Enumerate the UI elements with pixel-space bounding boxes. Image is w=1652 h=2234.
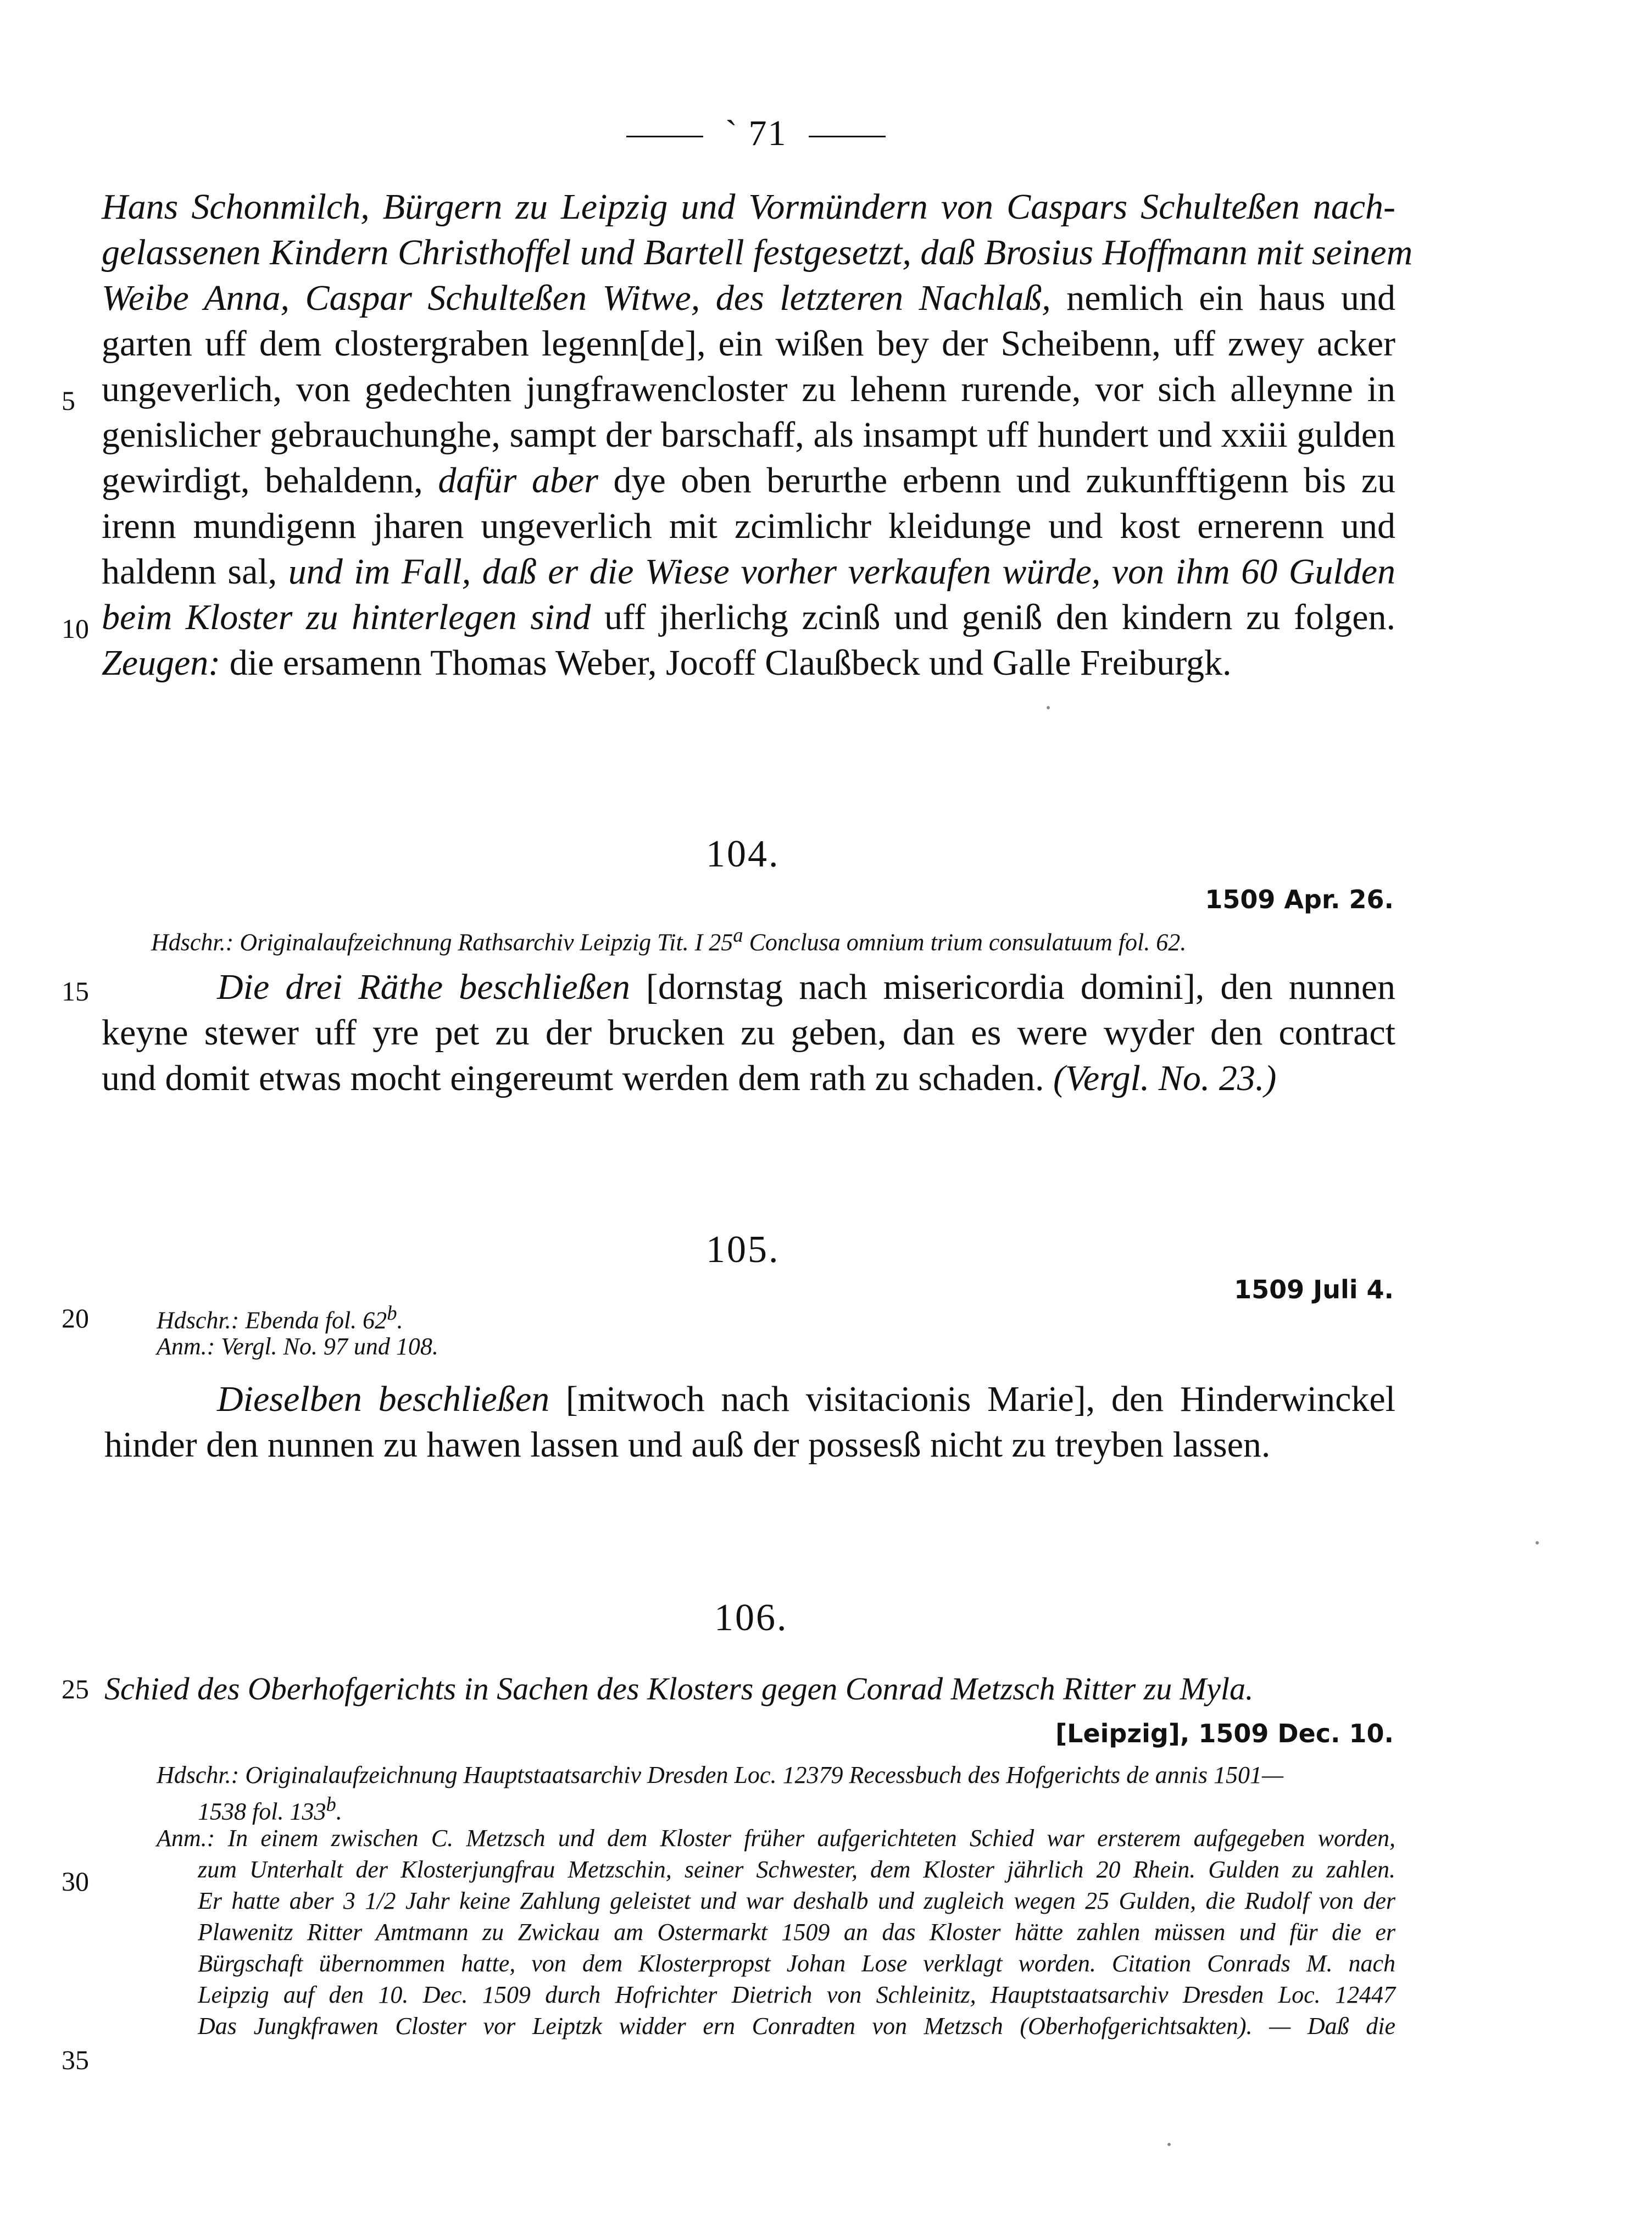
entry-105-text: Dieselben beschließen <box>217 1379 550 1419</box>
entry-105-date: 1509 Juli 4. <box>1234 1275 1394 1304</box>
intro-text: die ersamenn Thomas Weber, Jocoff Claußbeck und Galle Freiburgk. <box>220 643 1232 683</box>
scan-speck <box>1047 706 1050 709</box>
intro-line <box>102 321 1395 367</box>
entry-106-source-line-1: Hdschr.: Originalaufzeichnung Hauptstaatsarchiv Dresden Loc. 12379 Recessbuch des Hofgerichts de annis 1501— <box>157 1761 1284 1788</box>
intro-text: und im Fall, daß er die Wiese vorher verkaufen würde, von ihm 60 Gulden <box>288 552 1395 592</box>
intro-line <box>102 549 1395 595</box>
entry-104-source-sup: a <box>733 924 743 946</box>
intro-text: dye oben berurthe erbenn und zukunfftigenn bis zu <box>598 460 1395 501</box>
entry-104-date: 1509 Apr. 26. <box>1205 885 1394 914</box>
page-header <box>604 113 890 154</box>
entry-104-source-text: Hdschr.: Originalaufzeichnung Rathsarchiv Leipzig Tit. I 25 <box>151 929 733 956</box>
line-number-20: 20 <box>62 1303 89 1333</box>
line-number-5: 5 <box>62 385 75 416</box>
entry-104-text: und domit etwas mocht eingereumt werden dem rath zu schaden. <box>102 1058 1053 1098</box>
entry-106-number: 106. <box>714 1597 788 1639</box>
line-number-25: 25 <box>62 1674 89 1704</box>
intro-text: uff jherlichg zcinß und genіß den kindern zu folgen. <box>591 597 1395 637</box>
entry-106-remark-line: Leipzig auf den 10. Dec. 1509 durch Hofrichter Dietrich von Schleinitz, Hauptstaatsarchiv Dresden Loc. 12447 <box>198 1981 1395 2008</box>
line-number-15: 15 <box>62 976 89 1007</box>
entry-106-remark-line: Er hatte aber 3 1/2 Jahr keine Zahlung geleistet und war deshalb und zugleich wegen 25 Gulden, die Rudolf von der <box>198 1887 1395 1914</box>
entry-105-text: [mitwoch nach visitacionis Marie], den Hinderwinckel <box>549 1379 1396 1419</box>
entry-106-source-line-2-sup: b <box>326 1793 336 1815</box>
line-number-35: 35 <box>62 2044 89 2075</box>
entry-105-line <box>217 1376 1395 1422</box>
entry-105-source-sup: b <box>387 1302 397 1324</box>
entry-106-remark-line: Plawenitz Ritter Amtmann zu Zwickau am Ostermarkt 1509 an das Kloster hätte zahlen müssen und für die er <box>198 1919 1395 1946</box>
intro-text: gelassenen Kindern Christhoffel und Bartell festgesetzt, daß Brosius Hoffmann mit seinem <box>102 232 1413 273</box>
entry-106-remark-line: Das Jungkfrawen Closter vor Leiptzk widder ern Conradten von Metzsch (Oberhofgerichtsakten). — Daß die <box>198 2013 1395 2040</box>
entry-105-remark: Anm.: Vergl. No. 97 und 108. <box>157 1333 438 1360</box>
entry-105-line <box>104 1422 1395 1468</box>
header-rule-right <box>809 136 886 137</box>
page-number: 71 <box>748 113 787 153</box>
intro-text: Weibe Anna, Caspar Schulteßen Witwe, des letzteren Nachlaß, <box>102 278 1051 318</box>
intro-text: gewirdigt, behaldenn, <box>102 460 438 501</box>
entry-104-text: Die drei Räthe beschließen <box>217 967 630 1007</box>
intro-text: beim Kloster zu hinterlegen sind <box>102 597 591 637</box>
intro-line <box>102 184 1395 230</box>
entry-106-remark-line: Bürgschaft übernommen hatte, von dem Klosterpropst Johan Lose verklagt worden. Citation Conrads M. nach <box>198 1950 1395 1977</box>
line-number-30: 30 <box>62 1866 89 1897</box>
intro-line <box>102 366 1395 413</box>
entry-106-source-line-2-tail: . <box>336 1798 342 1825</box>
intro-text: haldenn sal, <box>102 552 288 592</box>
intro-line <box>102 230 1413 276</box>
entry-106-date: [Leipzig], 1509 Dec. 10. <box>1055 1719 1394 1748</box>
entry-105-text: hinder den nunnen zu hawen lassen und auß der possesß nicht zu treyben lassen. <box>104 1425 1271 1465</box>
intro-line <box>102 458 1395 504</box>
intro-text: ungeverlich, von gedechten jungfrawencloster zu lehenn rurende, vor sich alleynne in <box>102 369 1395 409</box>
scan-speck <box>1167 2143 1171 2146</box>
entry-106-remark-line: zum Unterhalt der Klosterjungfrau Metzschin, seiner Schwester, dem Kloster jährlich 20 Rhein. Gulden zu zahlen. <box>198 1856 1395 1883</box>
intro-text: garten uff dem clostergraben legenn[de], ein wißen bey der Scheibenn, uff zwey acker <box>102 324 1395 364</box>
header-rule-left <box>626 136 703 137</box>
intro-text: genislicher gebrauchunghe, sampt der barschaff, als insampt uff hundert und xxiii gulden <box>102 415 1395 455</box>
entry-105-source-tail: . <box>397 1307 403 1334</box>
entry-106-source-line-2-text: 1538 fol. 133 <box>198 1798 326 1825</box>
entry-105-number: 105. <box>706 1229 780 1271</box>
intro-line <box>102 275 1395 321</box>
header-tick: ` <box>725 113 738 153</box>
entry-104-line <box>102 1010 1395 1056</box>
intro-text: irenn mundigenn jharen ungeverlich mit zcimlichr kleidunge und kost ernerenn und <box>102 506 1395 546</box>
intro-text: dafür aber <box>438 460 598 501</box>
intro-line <box>102 640 1395 686</box>
entry-105-source <box>157 1301 403 1335</box>
entry-105-source-text: Hdschr.: Ebenda fol. 62 <box>157 1307 387 1334</box>
entry-106-source-line-2 <box>198 1792 342 1826</box>
entry-104-line <box>217 964 1395 1010</box>
intro-text: nemlich ein haus und <box>1050 278 1395 318</box>
intro-line <box>102 503 1395 549</box>
entry-104-text: (Vergl. No. 23.) <box>1053 1058 1277 1098</box>
entry-104-source <box>151 923 1186 957</box>
intro-line <box>102 594 1395 641</box>
scan-speck <box>1536 1541 1539 1544</box>
entry-106-remark-line: Anm.: In einem zwischen C. Metzsch und dem Kloster früher aufgerichteten Schied war ersterem aufgegeben worden, <box>157 1825 1395 1852</box>
intro-line <box>102 412 1395 458</box>
intro-text: Zeugen: <box>102 643 221 683</box>
entry-104-text: [dornstag nach misericordia domini], den nunnen <box>630 967 1396 1007</box>
entry-106-title: Schied des Oberhofgerichts in Sachen des Klosters gegen Conrad Metzsch Ritter zu Myla. <box>104 1671 1254 1707</box>
entry-104-line <box>102 1055 1395 1102</box>
entry-104-number: 104. <box>706 833 780 875</box>
entry-104-source-tail: Conclusa omnium trium consulatuum fol. 62. <box>743 929 1187 956</box>
line-number-10: 10 <box>62 613 89 644</box>
entry-104-text: keyne stewer uff yre pet zu der brucken zu geben, dan es were wyder den contract <box>102 1013 1395 1053</box>
intro-text: Hans Schonmilch, Bürgern zu Leipzig und Vormündern von Caspars Schulteßen nach- <box>102 187 1395 227</box>
